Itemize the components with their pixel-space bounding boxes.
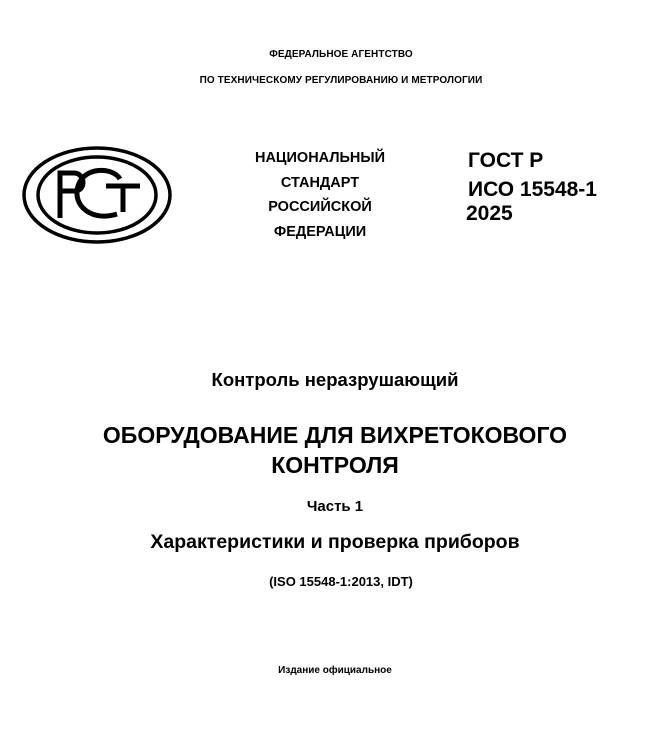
document-subtitle: Контроль неразрушающий: [211, 369, 459, 390]
agency-name-line2: ПО ТЕХНИЧЕСКОМУ РЕГУЛИРОВАНИЮ И МЕТРОЛОГИИ: [199, 75, 483, 86]
document-title-line1: ОБОРУДОВАНИЕ ДЛЯ ВИХРЕТОКОВОГО: [102, 422, 568, 448]
national-standard-line: ФЕДЕРАЦИИ: [273, 223, 367, 240]
national-standard-line: НАЦИОНАЛЬНЫЙ: [254, 150, 386, 166]
designation-line1: ГОСТ Р: [468, 149, 544, 172]
designation-line2: ИСО 15548-1: [468, 178, 597, 201]
designation-year: 2025: [466, 202, 513, 225]
part-title: Характеристики и проверка приборов: [150, 531, 520, 553]
standard-designation: [468, 146, 597, 228]
agency-name-line1: ФЕДЕРАЛЬНОЕ АГЕНТСТВО: [269, 49, 413, 60]
document-title: [0, 420, 670, 480]
national-standard-block: [238, 146, 402, 244]
iso-reference: (ISO 15548-1:2013, IDT): [269, 574, 413, 589]
part-number: Часть 1: [306, 498, 364, 515]
edition-note: Издание официальное: [278, 665, 392, 676]
national-standard-line: СТАНДАРТ: [280, 174, 360, 191]
document-title-line2: КОНТРОЛЯ: [271, 452, 399, 478]
rst-certification-mark-icon: [22, 146, 172, 244]
national-standard-line: РОССИЙСКОЙ: [268, 199, 372, 215]
